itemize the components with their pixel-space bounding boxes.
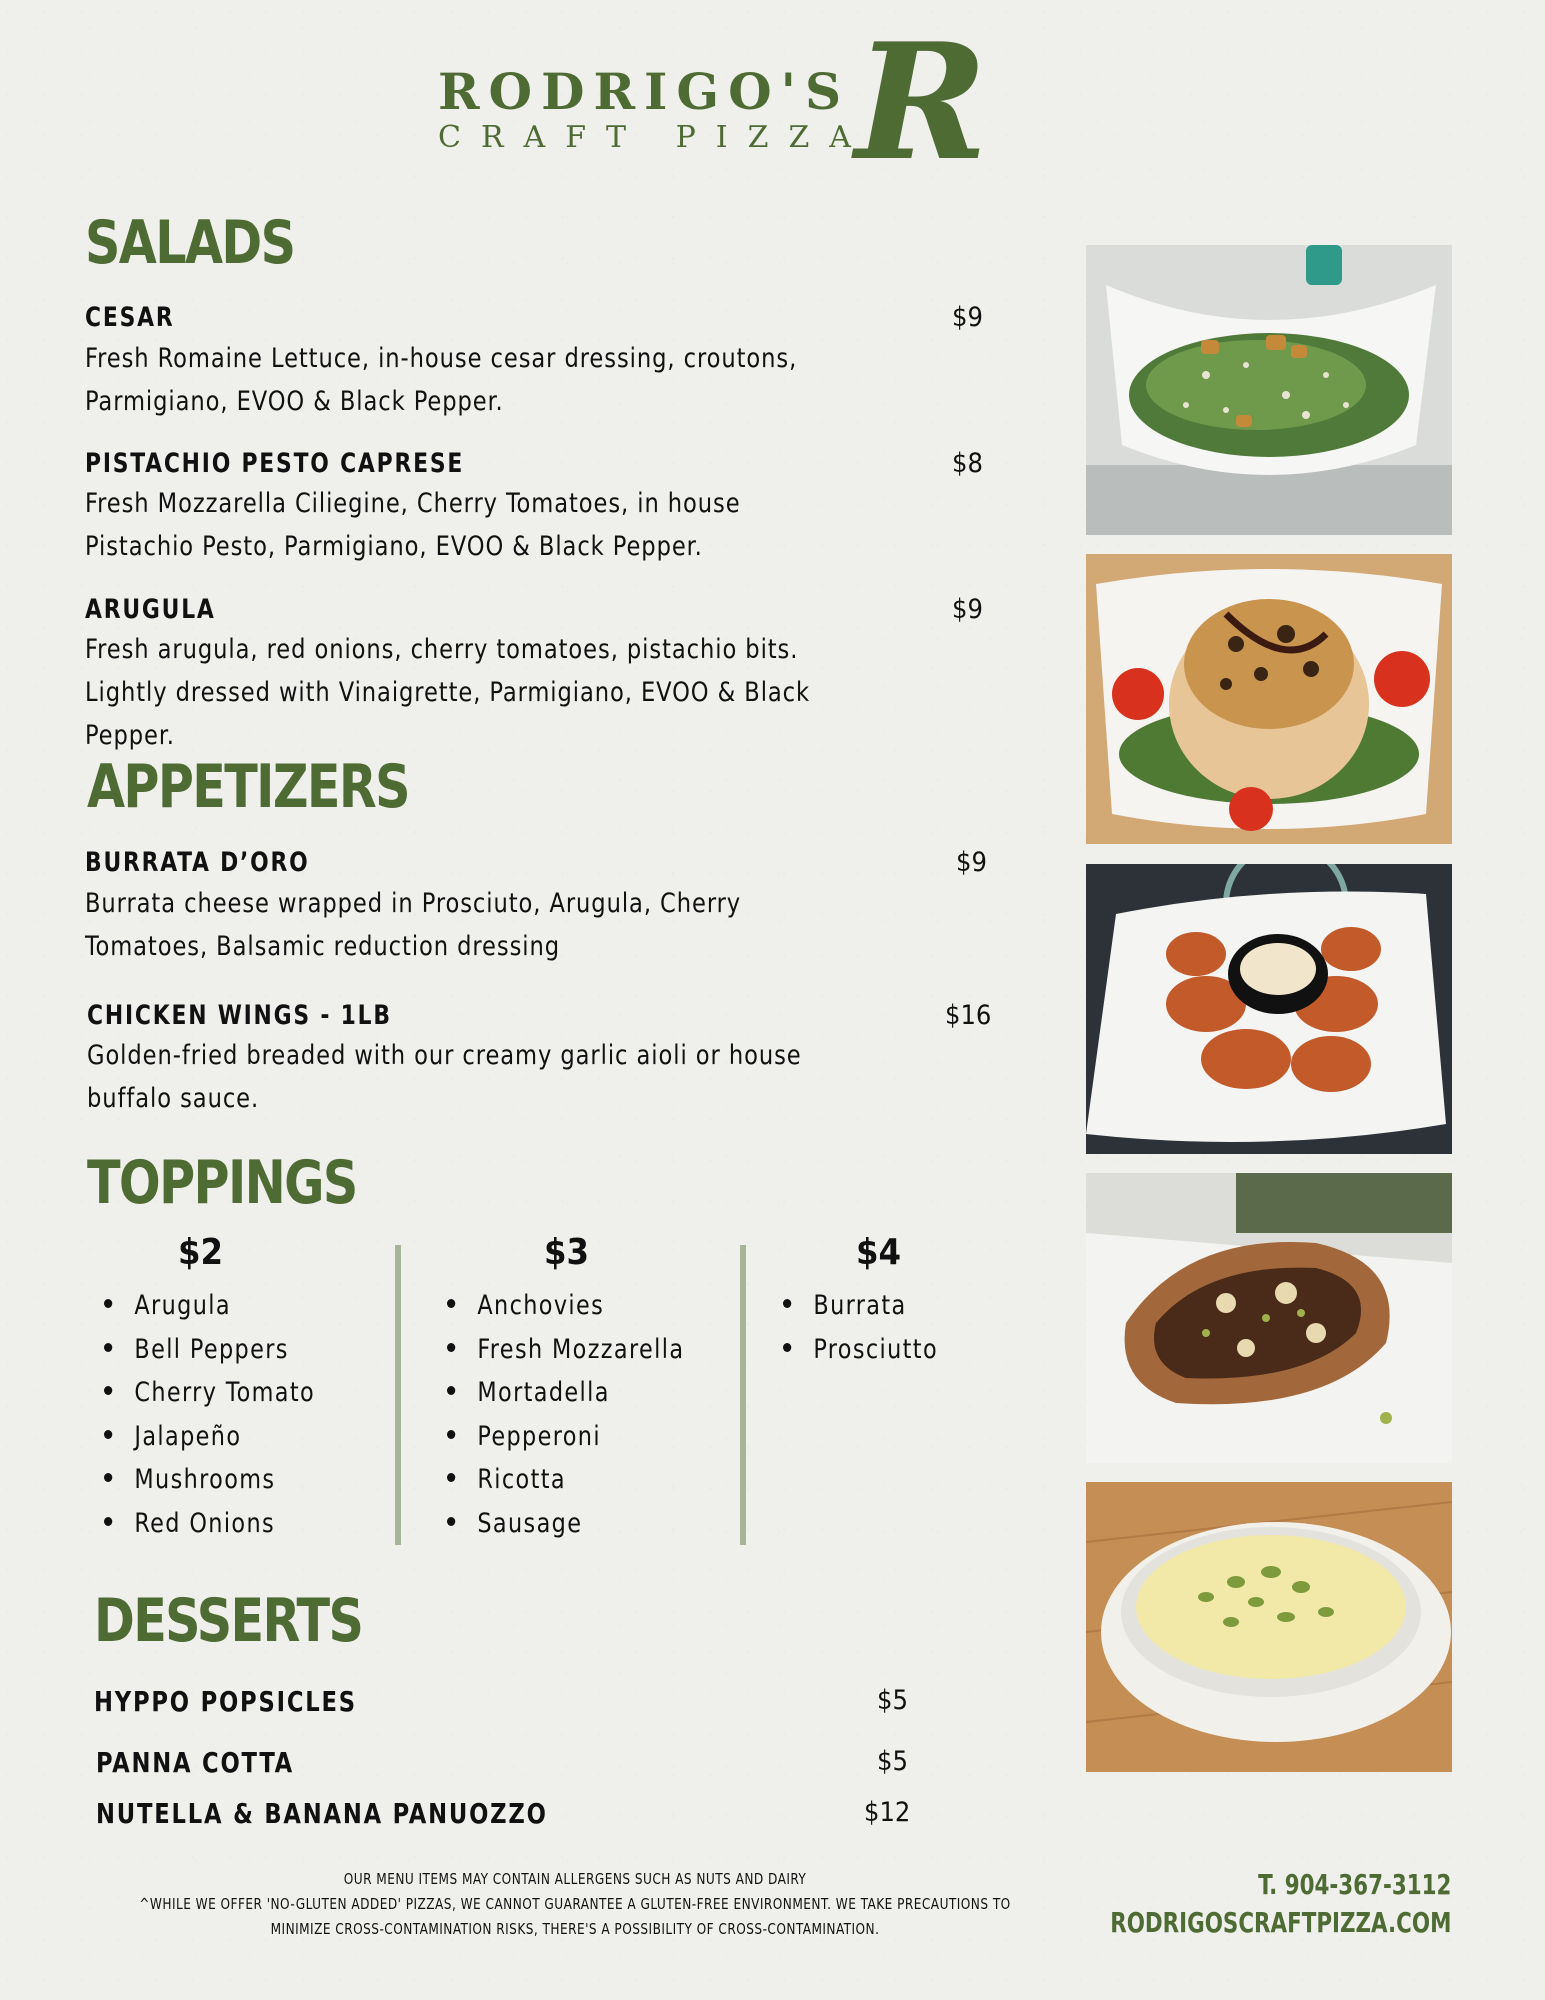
item-price-chicken-wings: $16	[945, 1000, 992, 1031]
section-title-toppings: TOPPINGS	[87, 1148, 357, 1218]
item-price-arugula: $9	[952, 594, 983, 625]
photo-nutella-panuozzo	[1086, 1173, 1452, 1463]
photo-cesar-salad	[1086, 245, 1452, 535]
dessert-price-hyppo-popsicles: $5	[877, 1685, 908, 1716]
item-desc-pistachio-pesto-caprese: Fresh Mozzarella Ciliegine, Cherry Tomatoes, in house Pistachio Pesto, Parmigiano, EVOO & Black Pepper.	[85, 488, 741, 562]
list-item: Jalapeño	[104, 1421, 315, 1465]
toppings-divider	[740, 1245, 746, 1545]
dessert-price-nutella-banana-panuozzo: $12	[864, 1797, 911, 1828]
photo-chicken-wings	[1086, 864, 1452, 1154]
dessert-name-hyppo-popsicles: HYPPO POPSICLES	[94, 1685, 357, 1718]
item-price-pistachio-pesto-caprese: $8	[952, 448, 983, 479]
toppings-list-2	[104, 1290, 333, 1551]
list-item: Fresh Mozzarella	[447, 1334, 684, 1378]
list-item: Bell Peppers	[104, 1334, 315, 1378]
item-name-burrata-doro: BURRATA D’ORO	[85, 847, 310, 878]
photo-burrata-doro	[1086, 554, 1452, 844]
dessert-name-nutella-banana-panuozzo: NUTELLA & BANANA PANUOZZO	[96, 1797, 548, 1830]
allergen-notice: OUR MENU ITEMS MAY CONTAIN ALLERGENS SUCH AS NUTS AND DAIRY	[343, 1870, 807, 1888]
list-item: Arugula	[104, 1290, 315, 1334]
toppings-list-3	[447, 1290, 705, 1551]
brand-name: RODRIGO'S	[438, 62, 851, 121]
list-item: Mushrooms	[104, 1464, 315, 1508]
toppings-list-4	[783, 1290, 951, 1377]
dessert-name-panna-cotta: PANNA COTTA	[96, 1746, 295, 1779]
list-item: Burrata	[783, 1290, 938, 1334]
list-item: Cherry Tomato	[104, 1377, 315, 1421]
list-item: Pepperoni	[447, 1421, 684, 1465]
list-item: Anchovies	[447, 1290, 684, 1334]
item-desc-arugula: Fresh arugula, red onions, cherry tomatoes, pistachio bits. Lightly dressed with Vinaigrette, Parmigiano, EVOO & Black Pepper.	[85, 634, 811, 751]
section-title-appetizers: APPETIZERS	[87, 752, 409, 822]
dessert-price-panna-cotta: $5	[877, 1746, 908, 1777]
toppings-price-3: $3	[544, 1232, 590, 1273]
gluten-notice: ^WHILE WE OFFER 'NO-GLUTEN ADDED' PIZZAS, WE CANNOT GUARANTEE A GLUTEN-FREE ENVIRONMENT. WE TAKE PRECAUTIONS TO MINIMIZE CROSS-CONTAMINATION RISKS, THERE'S A POSSIBILITY OF CROSS-CONTAMINATION.	[139, 1895, 1011, 1938]
photo-panna-cotta	[1086, 1482, 1452, 1772]
section-title-desserts: DESSERTS	[94, 1586, 363, 1656]
toppings-price-2: $2	[178, 1232, 224, 1273]
logo-monogram: R	[855, 8, 988, 196]
item-name-cesar: CESAR	[85, 302, 175, 333]
website-link[interactable]: RODRIGOSCRAFTPIZZA.COM	[1109, 1906, 1451, 1939]
list-item: Prosciutto	[783, 1334, 938, 1378]
list-item: Red Onions	[104, 1508, 315, 1552]
list-item: Mortadella	[447, 1377, 684, 1421]
item-price-burrata-doro: $9	[956, 847, 987, 878]
item-price-cesar: $9	[952, 302, 983, 333]
item-desc-cesar: Fresh Romaine Lettuce, in-house cesar dressing, croutons, Parmigiano, EVOO & Black Pepper.	[85, 343, 798, 417]
section-title-salads: SALADS	[85, 208, 295, 278]
toppings-divider	[395, 1245, 401, 1545]
list-item: Ricotta	[447, 1464, 684, 1508]
toppings-price-4: $4	[856, 1232, 902, 1273]
item-name-arugula: ARUGULA	[85, 594, 216, 625]
list-item: Sausage	[447, 1508, 684, 1552]
item-name-chicken-wings: CHICKEN WINGS - 1LB	[87, 1000, 392, 1031]
item-desc-burrata-doro: Burrata cheese wrapped in Prosciuto, Arugula, Cherry Tomatoes, Balsamic reduction dressing	[85, 888, 742, 962]
brand-subtitle: CRAFT PIZZA	[438, 120, 871, 155]
item-name-pistachio-pesto-caprese: PISTACHIO PESTO CAPRESE	[85, 448, 465, 479]
item-desc-chicken-wings: Golden-fried breaded with our creamy garlic aioli or house buffalo sauce.	[87, 1040, 802, 1114]
phone-number: T. 904-367-3112	[1257, 1868, 1451, 1901]
